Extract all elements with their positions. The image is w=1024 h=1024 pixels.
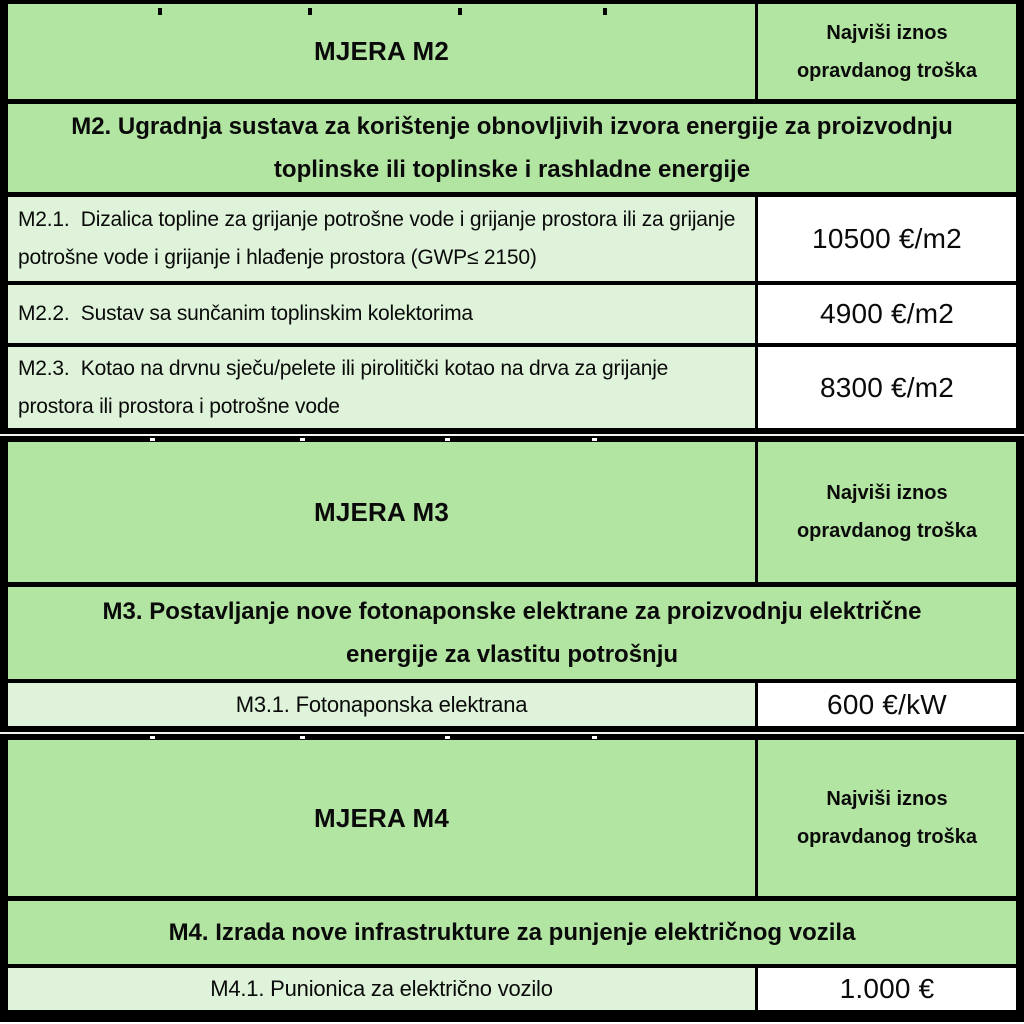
m4-subheader [8, 901, 1016, 964]
scan-artifact-tick [158, 8, 162, 15]
scan-artifact-tick [150, 736, 155, 739]
m4-subheader-line-1: M4. Izrada nove infrastrukture za punjenje električnog vozila [168, 918, 856, 946]
m3-header-row [8, 442, 1016, 582]
table-divider [0, 726, 1024, 740]
m4-cost-header: Najviši iznos opravdanog troška [758, 740, 1016, 896]
m2-header-row [8, 4, 1016, 99]
m2-subheader-row [8, 99, 1016, 192]
m3-title: MJERA M3 [8, 442, 758, 582]
scan-artifact-tick [308, 8, 312, 15]
table-mjera-m4 [0, 740, 1024, 1022]
scan-artifact-tick [592, 736, 597, 739]
m2-cost-header: Najviši iznos opravdanog troška [758, 4, 1016, 99]
m3-1-value: 600 €/kW [758, 683, 1016, 726]
m2-3-value: 8300 €/m2 [758, 347, 1016, 428]
table-divider [0, 428, 1024, 442]
scan-artifact-tick [603, 8, 607, 15]
table-mjera-m3 [0, 442, 1024, 726]
m4-row-1 [8, 964, 1016, 1010]
m2-subheader-line-1: M2. Ugradnja sustava za korištenje obnovljivih izvora energije za proizvodnju [71, 112, 953, 140]
scan-artifact-tick [300, 736, 305, 739]
m3-cost-header: Najviši iznos opravdanog troška [758, 442, 1016, 582]
m2-subheader [8, 104, 1016, 192]
m4-title: MJERA M4 [8, 740, 758, 896]
m2-1-label: M2.1. Dizalica topline za grijanje potrošne vode i grijanje prostora ili za grijanje potrošne vode i grijanje i hlađenje prostora (GWP≤ 2150) [8, 197, 758, 281]
m2-1-value: 10500 €/m2 [758, 197, 1016, 281]
m2-row-3 [8, 343, 1016, 428]
scan-artifact-tick [445, 736, 450, 739]
m2-subheader-line-2: toplinske ili toplinske i rashladne energije [273, 156, 751, 183]
m2-title: MJERA M2 [8, 4, 758, 99]
m4-1-value: 1.000 € [758, 968, 1016, 1010]
m4-subheader-row [8, 896, 1016, 964]
scan-artifact-line [0, 434, 1024, 436]
scan-artifact-tick [150, 438, 155, 441]
scan-artifact-tick [445, 438, 450, 441]
scan-artifact-line [0, 732, 1024, 734]
m2-row-2 [8, 281, 1016, 343]
scan-artifact-tick [592, 438, 597, 441]
m2-3-label: M2.3. Kotao na drvnu sječu/pelete ili pirolitički kotao na drva za grijanje prostora ili prostora i potrošne vode [8, 347, 758, 428]
m2-2-label: M2.2. Sustav sa sunčanim toplinskim kolektorima [8, 285, 758, 343]
m3-row-1 [8, 679, 1016, 726]
scan-artifact-tick [458, 8, 462, 15]
m4-1-label: M4.1. Punionica za električno vozilo [8, 968, 758, 1010]
m3-subheader-line-1: M3. Postavljanje nove fotonaponske elektrane za proizvodnju električne [102, 597, 922, 625]
m2-2-value: 4900 €/m2 [758, 285, 1016, 343]
m4-header-row [8, 740, 1016, 896]
m3-subheader-row [8, 582, 1016, 679]
table-mjera-m2 [0, 0, 1024, 428]
m3-subheader-line-2: energije za vlastitu potrošnju [345, 641, 679, 668]
m3-1-label: M3.1. Fotonaponska elektrana [8, 683, 758, 726]
scan-artifact-tick [300, 438, 305, 441]
m3-subheader [8, 587, 1016, 679]
m2-row-1 [8, 192, 1016, 281]
